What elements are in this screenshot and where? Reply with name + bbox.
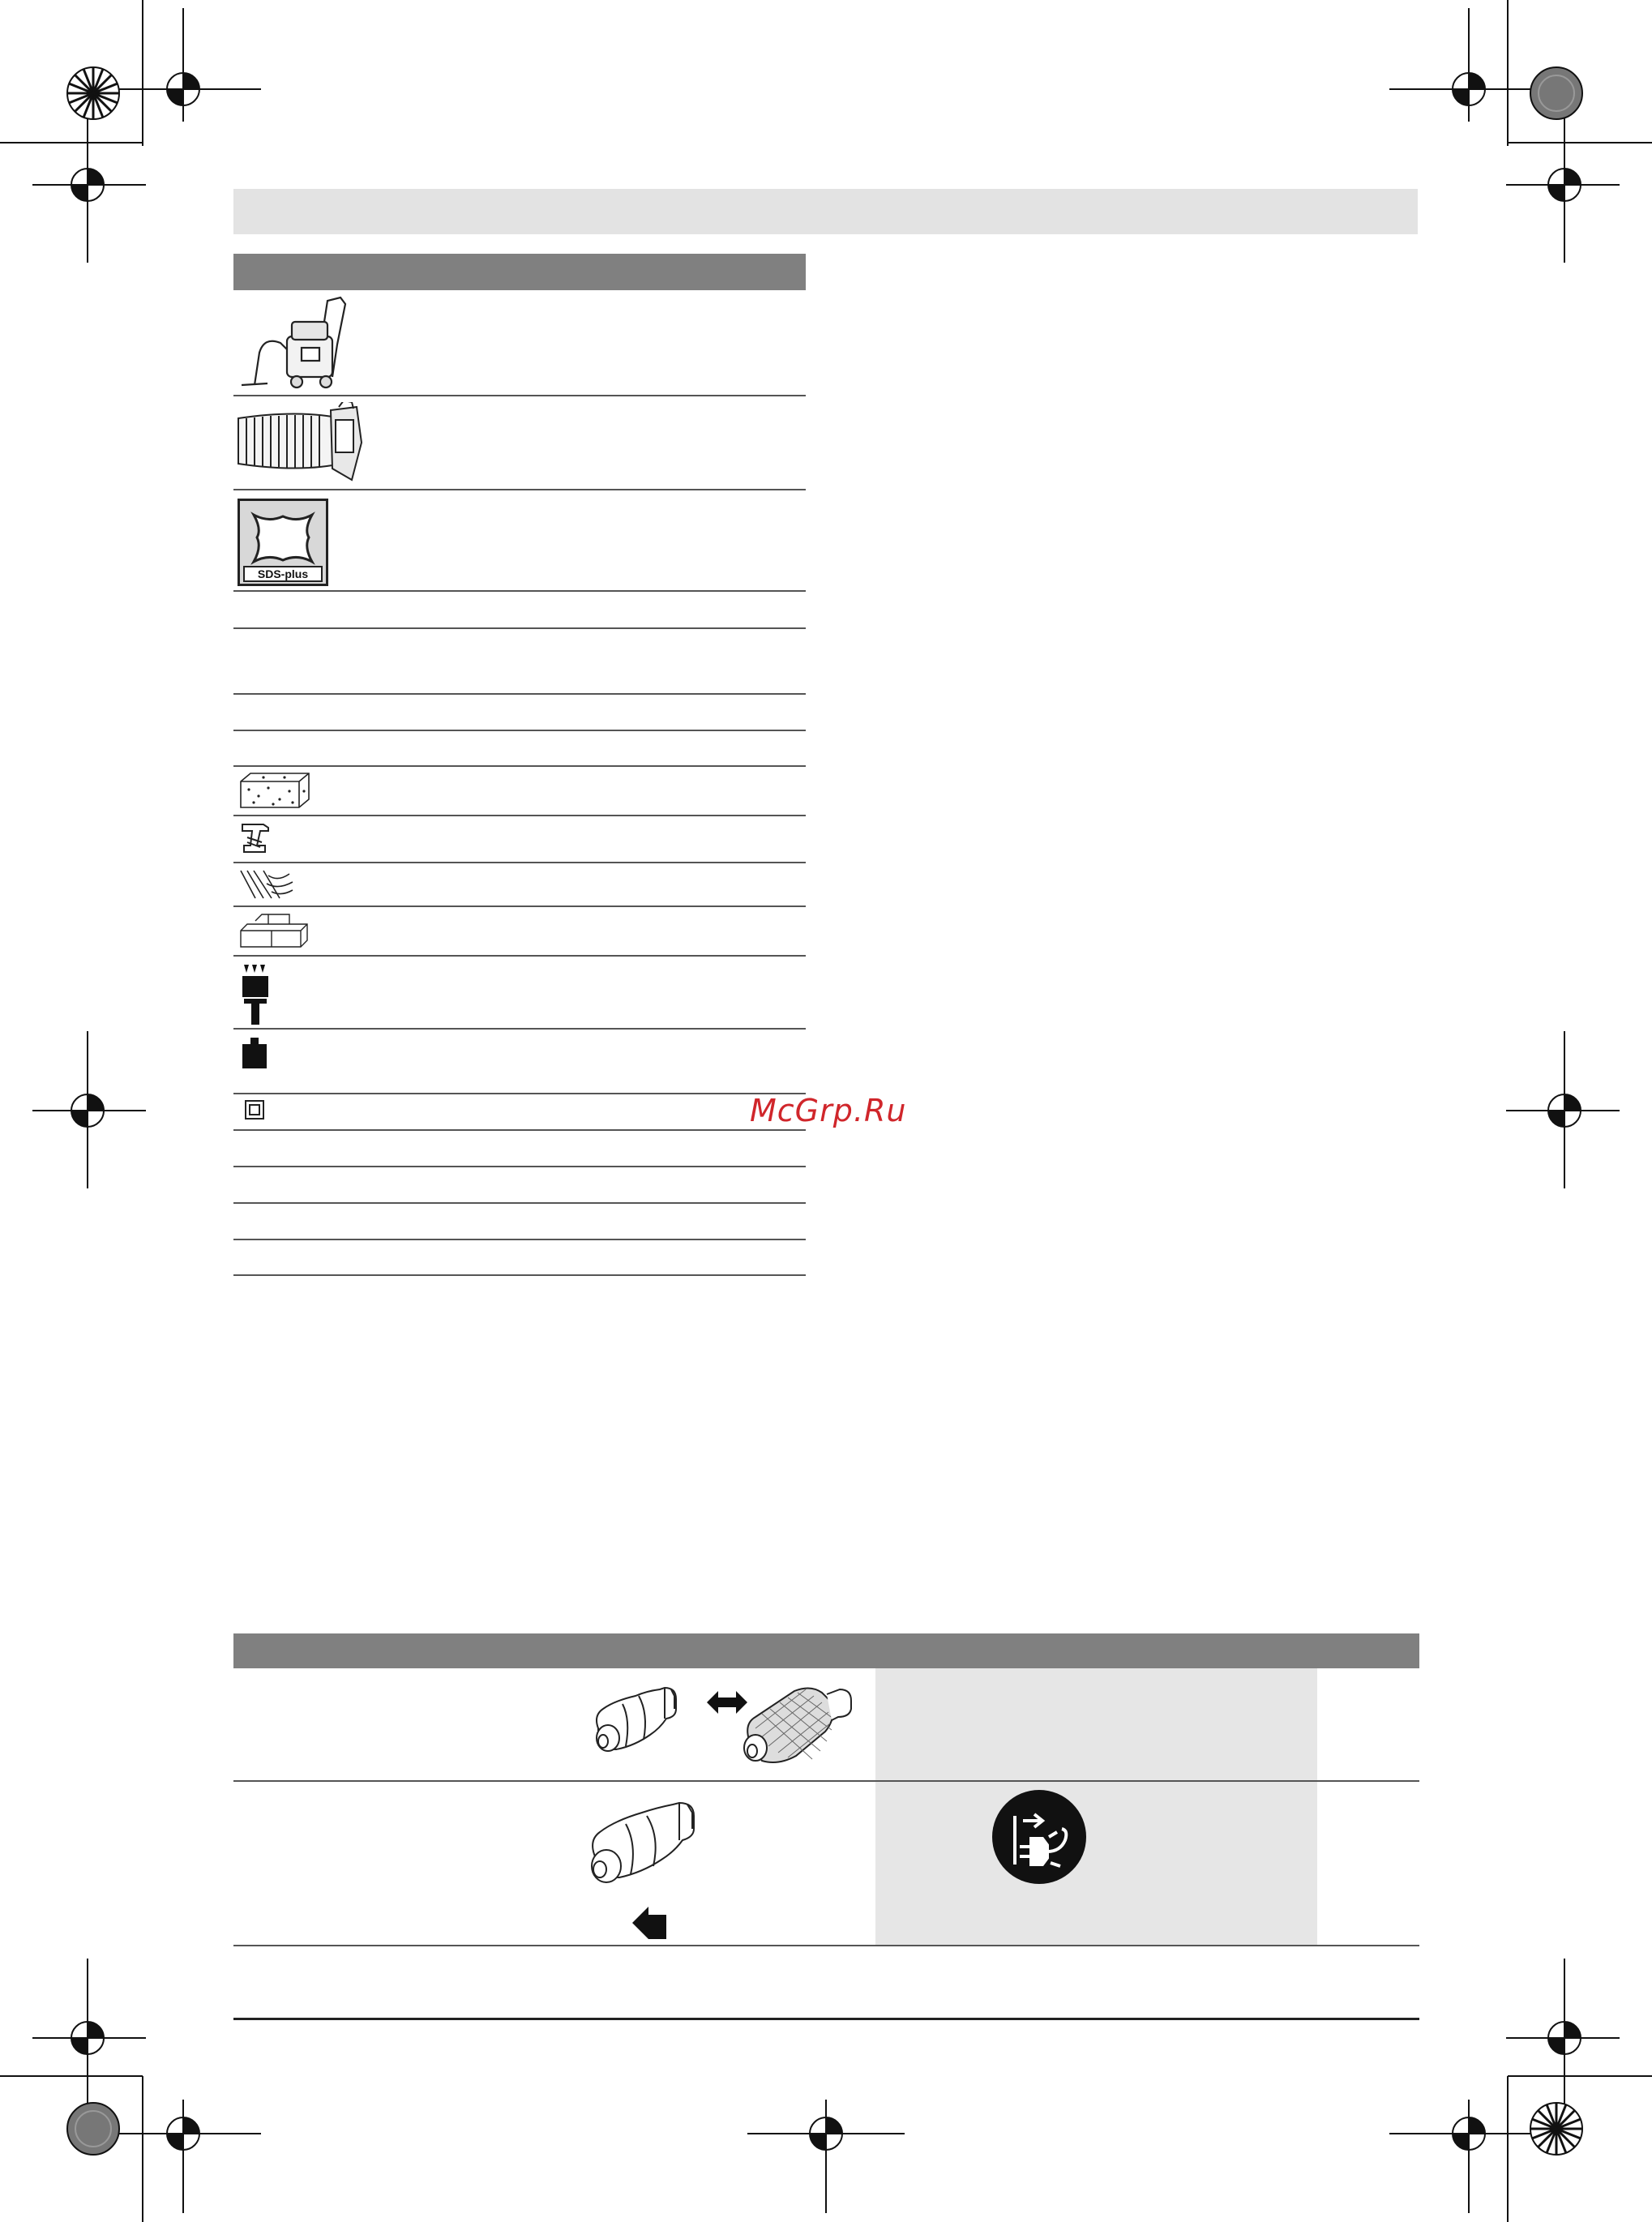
sds-plus-label: SDS-plus xyxy=(257,567,309,580)
watermark-text: McGrp.Ru xyxy=(750,1093,907,1128)
